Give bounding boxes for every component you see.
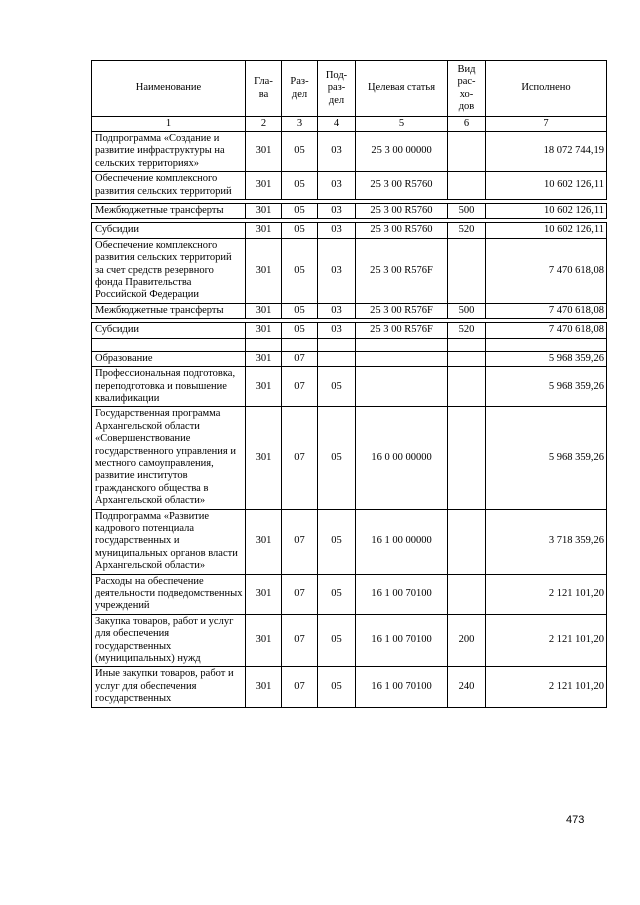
row-statya: 25 3 00 R5760	[356, 223, 448, 238]
row-vid	[448, 367, 486, 407]
row-podrazdel: 03	[318, 223, 356, 238]
row-name: Расходы на обеспечение деятельности подведомственных учреждений	[92, 574, 246, 614]
table-row	[92, 223, 607, 238]
empty-cell	[246, 338, 282, 351]
row-statya: 25 3 00 R5760	[356, 172, 448, 200]
row-name: Обеспечение комплексного развития сельских территорий	[92, 172, 246, 200]
row-statya: 16 1 00 70100	[356, 574, 448, 614]
header-ispolneno: Исполнено	[486, 61, 607, 117]
header-statya: Целевая статья	[356, 61, 448, 117]
row-name: Закупка товаров, работ и услуг для обеспечения государственных (муниципальных) нужд	[92, 614, 246, 667]
page-number: 473	[566, 814, 585, 826]
row-sum: 10 602 126,11	[486, 172, 607, 200]
row-sum: 7 470 618,08	[486, 323, 607, 338]
row-statya: 16 1 00 70100	[356, 614, 448, 667]
row-name: Подпрограмма «Создание и развитие инфраструктуры на сельских территориях»	[92, 132, 246, 172]
table-row	[92, 238, 607, 303]
row-razdel: 05	[282, 172, 318, 200]
row-glava: 301	[246, 238, 282, 303]
row-razdel: 05	[282, 132, 318, 172]
budget-table	[91, 60, 607, 708]
table-row	[92, 407, 607, 509]
row-sum: 10 602 126,11	[486, 223, 607, 238]
row-vid	[448, 407, 486, 509]
row-glava: 301	[246, 351, 282, 366]
row-glava: 301	[246, 223, 282, 238]
row-razdel: 07	[282, 509, 318, 574]
row-razdel: 07	[282, 407, 318, 509]
column-number: 3	[282, 117, 318, 132]
empty-cell	[486, 338, 607, 351]
table-row	[92, 204, 607, 219]
row-vid: 200	[448, 614, 486, 667]
table-row	[92, 574, 607, 614]
row-podrazdel: 03	[318, 204, 356, 219]
row-sum: 7 470 618,08	[486, 303, 607, 318]
row-statya: 25 3 00 R576F	[356, 323, 448, 338]
row-sum: 10 602 126,11	[486, 204, 607, 219]
table-row	[92, 614, 607, 667]
row-sum: 18 072 744,19	[486, 132, 607, 172]
row-name: Обеспечение комплексного развития сельских территорий за счет средств резервного фонда Правительства Российской Федерации	[92, 238, 246, 303]
row-sum: 2 121 101,20	[486, 574, 607, 614]
row-vid	[448, 172, 486, 200]
column-number: 2	[246, 117, 282, 132]
column-number: 1	[92, 117, 246, 132]
column-number: 4	[318, 117, 356, 132]
row-statya: 25 3 00 R5760	[356, 204, 448, 219]
row-statya: 16 1 00 70100	[356, 667, 448, 707]
row-sum: 5 968 359,26	[486, 351, 607, 366]
table-row	[92, 509, 607, 574]
column-number: 6	[448, 117, 486, 132]
row-statya: 25 3 00 00000	[356, 132, 448, 172]
row-glava: 301	[246, 132, 282, 172]
row-glava: 301	[246, 509, 282, 574]
row-vid: 240	[448, 667, 486, 707]
row-glava: 301	[246, 667, 282, 707]
row-vid	[448, 132, 486, 172]
empty-cell	[282, 338, 318, 351]
table-row	[92, 351, 607, 366]
row-razdel: 05	[282, 238, 318, 303]
row-razdel: 05	[282, 323, 318, 338]
header-podrazdel: Под- раз- дел	[318, 61, 356, 117]
empty-cell	[448, 338, 486, 351]
row-statya: 25 3 00 R576F	[356, 303, 448, 318]
row-podrazdel: 05	[318, 509, 356, 574]
row-sum: 5 968 359,26	[486, 407, 607, 509]
row-razdel: 07	[282, 574, 318, 614]
row-glava: 301	[246, 367, 282, 407]
row-name: Подпрограмма «Развитие кадрового потенциала государственных и муниципальных органов власти Архангельской области»	[92, 509, 246, 574]
row-podrazdel: 03	[318, 303, 356, 318]
row-sum: 7 470 618,08	[486, 238, 607, 303]
row-name: Межбюджетные трансферты	[92, 204, 246, 219]
header-razdel: Раз- дел	[282, 61, 318, 117]
row-name: Межбюджетные трансферты	[92, 303, 246, 318]
row-vid	[448, 238, 486, 303]
header-glava: Гла- ва	[246, 61, 282, 117]
row-name: Субсидии	[92, 323, 246, 338]
row-name: Государственная программа Архангельской области «Совершенствование государственного управления и местного самоуправления, развитие институтов гражданского общества в Архангельской области»	[92, 407, 246, 509]
column-number: 7	[486, 117, 607, 132]
row-name: Иные закупки товаров, работ и услуг для обеспечения государственных	[92, 667, 246, 707]
header-vid: Вид рас- хо- дов	[448, 61, 486, 117]
table-row	[92, 303, 607, 318]
row-razdel: 07	[282, 351, 318, 366]
row-glava: 301	[246, 204, 282, 219]
row-statya: 25 3 00 R576F	[356, 238, 448, 303]
row-glava: 301	[246, 303, 282, 318]
row-sum: 5 968 359,26	[486, 367, 607, 407]
row-sum: 3 718 359,26	[486, 509, 607, 574]
empty-cell	[318, 338, 356, 351]
header-row	[92, 61, 607, 117]
row-vid	[448, 509, 486, 574]
row-statya	[356, 351, 448, 366]
row-statya: 16 0 00 00000	[356, 407, 448, 509]
row-statya: 16 1 00 00000	[356, 509, 448, 574]
row-podrazdel: 03	[318, 172, 356, 200]
table-row	[92, 323, 607, 338]
row-podrazdel: 03	[318, 238, 356, 303]
row-vid	[448, 574, 486, 614]
row-vid: 520	[448, 323, 486, 338]
row-podrazdel: 05	[318, 407, 356, 509]
row-podrazdel: 05	[318, 574, 356, 614]
row-podrazdel: 03	[318, 323, 356, 338]
row-razdel: 07	[282, 614, 318, 667]
empty-cell	[92, 338, 246, 351]
row-razdel: 07	[282, 367, 318, 407]
header-name: Наименование	[92, 61, 246, 117]
row-glava: 301	[246, 614, 282, 667]
row-vid: 520	[448, 223, 486, 238]
row-podrazdel: 05	[318, 667, 356, 707]
row-razdel: 05	[282, 303, 318, 318]
row-glava: 301	[246, 407, 282, 509]
row-glava: 301	[246, 323, 282, 338]
row-sum: 2 121 101,20	[486, 667, 607, 707]
table-row	[92, 667, 607, 707]
row-razdel: 05	[282, 223, 318, 238]
row-vid	[448, 351, 486, 366]
row-statya	[356, 367, 448, 407]
row-name: Образование	[92, 351, 246, 366]
row-vid: 500	[448, 303, 486, 318]
row-podrazdel: 05	[318, 367, 356, 407]
column-number: 5	[356, 117, 448, 132]
table-row	[92, 367, 607, 407]
row-glava: 301	[246, 574, 282, 614]
row-glava: 301	[246, 172, 282, 200]
table-row	[92, 132, 607, 172]
row-vid: 500	[448, 204, 486, 219]
table-row	[92, 172, 607, 200]
row-name: Субсидии	[92, 223, 246, 238]
row-razdel: 05	[282, 204, 318, 219]
row-sum: 2 121 101,20	[486, 614, 607, 667]
row-razdel: 07	[282, 667, 318, 707]
row-podrazdel	[318, 351, 356, 366]
empty-row	[92, 338, 607, 351]
column-number-row	[92, 117, 607, 132]
empty-cell	[356, 338, 448, 351]
row-name: Профессиональная подготовка, переподготовка и повышение квалификации	[92, 367, 246, 407]
row-podrazdel: 05	[318, 614, 356, 667]
row-podrazdel: 03	[318, 132, 356, 172]
